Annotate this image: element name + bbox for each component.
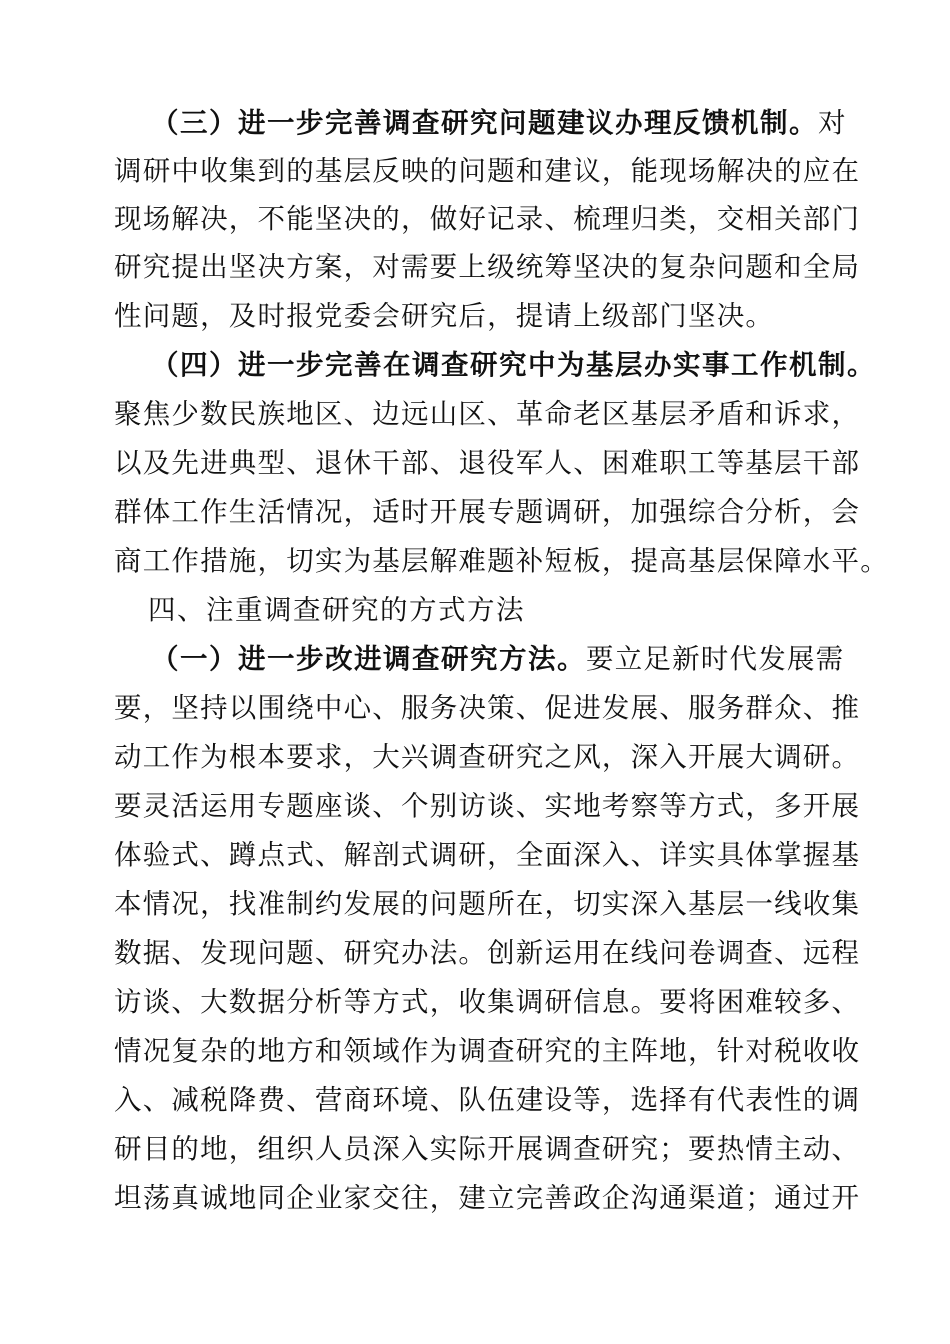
paragraph-text: 要立足新时代发展需 <box>586 643 845 675</box>
paragraph-line: 研究提出坚决方案，对需要上级统筹坚决的复杂问题和全局 <box>114 251 861 283</box>
paragraph-line: 调研中收集到的基层反映的问题和建议，能现场解决的应在 <box>114 155 861 187</box>
paragraph-line: 商工作措施，切实为基层解难题补短板，提高基层保障水平。 <box>114 545 889 577</box>
paragraph-line: 性问题，及时报党委会研究后，提请上级部门坚决。 <box>114 300 775 332</box>
paragraph-line: 数据、发现问题、研究办法。创新运用在线问卷调查、远程 <box>114 937 861 969</box>
paragraph-line <box>151 639 854 679</box>
paragraph-text: 对 <box>818 107 847 139</box>
paragraph-line: 现场解决，不能坚决的，做好记录、梳理归类，交相关部门 <box>114 203 861 235</box>
paragraph-line: 聚焦少数民族地区、边远山区、革命老区基层矛盾和诉求， <box>114 398 861 430</box>
section-title: 四、注重调查研究的方式方法 <box>148 594 525 626</box>
paragraph-line: 体验式、蹲点式、解剖式调研，全面深入、详实具体掌握基 <box>114 839 861 871</box>
paragraph-line: 情况复杂的地方和领域作为调查研究的主阵地，针对税收收 <box>114 1035 861 1067</box>
paragraph-line: 以及先进典型、退休干部、退役军人、困难职工等基层干部 <box>114 447 861 479</box>
paragraph-line <box>151 103 854 143</box>
paragraph-line: 群体工作生活情况，适时开展专题调研，加强综合分析，会 <box>114 496 861 528</box>
paragraph-line: 访谈、大数据分析等方式，收集调研信息。要将困难较多、 <box>114 986 861 1018</box>
subsection-heading: （一）进一步改进调查研究方法。 <box>151 643 586 675</box>
paragraph-line: 本情况，找准制约发展的问题所在，切实深入基层一线收集 <box>114 888 861 920</box>
paragraph-line: 要灵活运用专题座谈、个别访谈、实地考察等方式，多开展 <box>114 790 861 822</box>
paragraph-line: 坦荡真诚地同企业家交往，建立完善政企沟通渠道；通过开 <box>114 1182 861 1214</box>
paragraph-line: 动工作为根本要求，大兴调查研究之风，深入开展大调研。 <box>114 741 861 773</box>
subsection-heading: （三）进一步完善调查研究问题建议办理反馈机制。 <box>151 107 818 139</box>
paragraph-line: 要，坚持以围绕中心、服务决策、促进发展、服务群众、推 <box>114 692 861 724</box>
paragraph-line: 入、减税降费、营商环境、队伍建设等，选择有代表性的调 <box>114 1084 861 1116</box>
paragraph-line: 研目的地，组织人员深入实际开展调查研究；要热情主动、 <box>114 1133 861 1165</box>
subsection-heading: （四）进一步完善在调查研究中为基层办实事工作机制。 <box>151 349 876 381</box>
paragraph-line <box>151 345 876 385</box>
